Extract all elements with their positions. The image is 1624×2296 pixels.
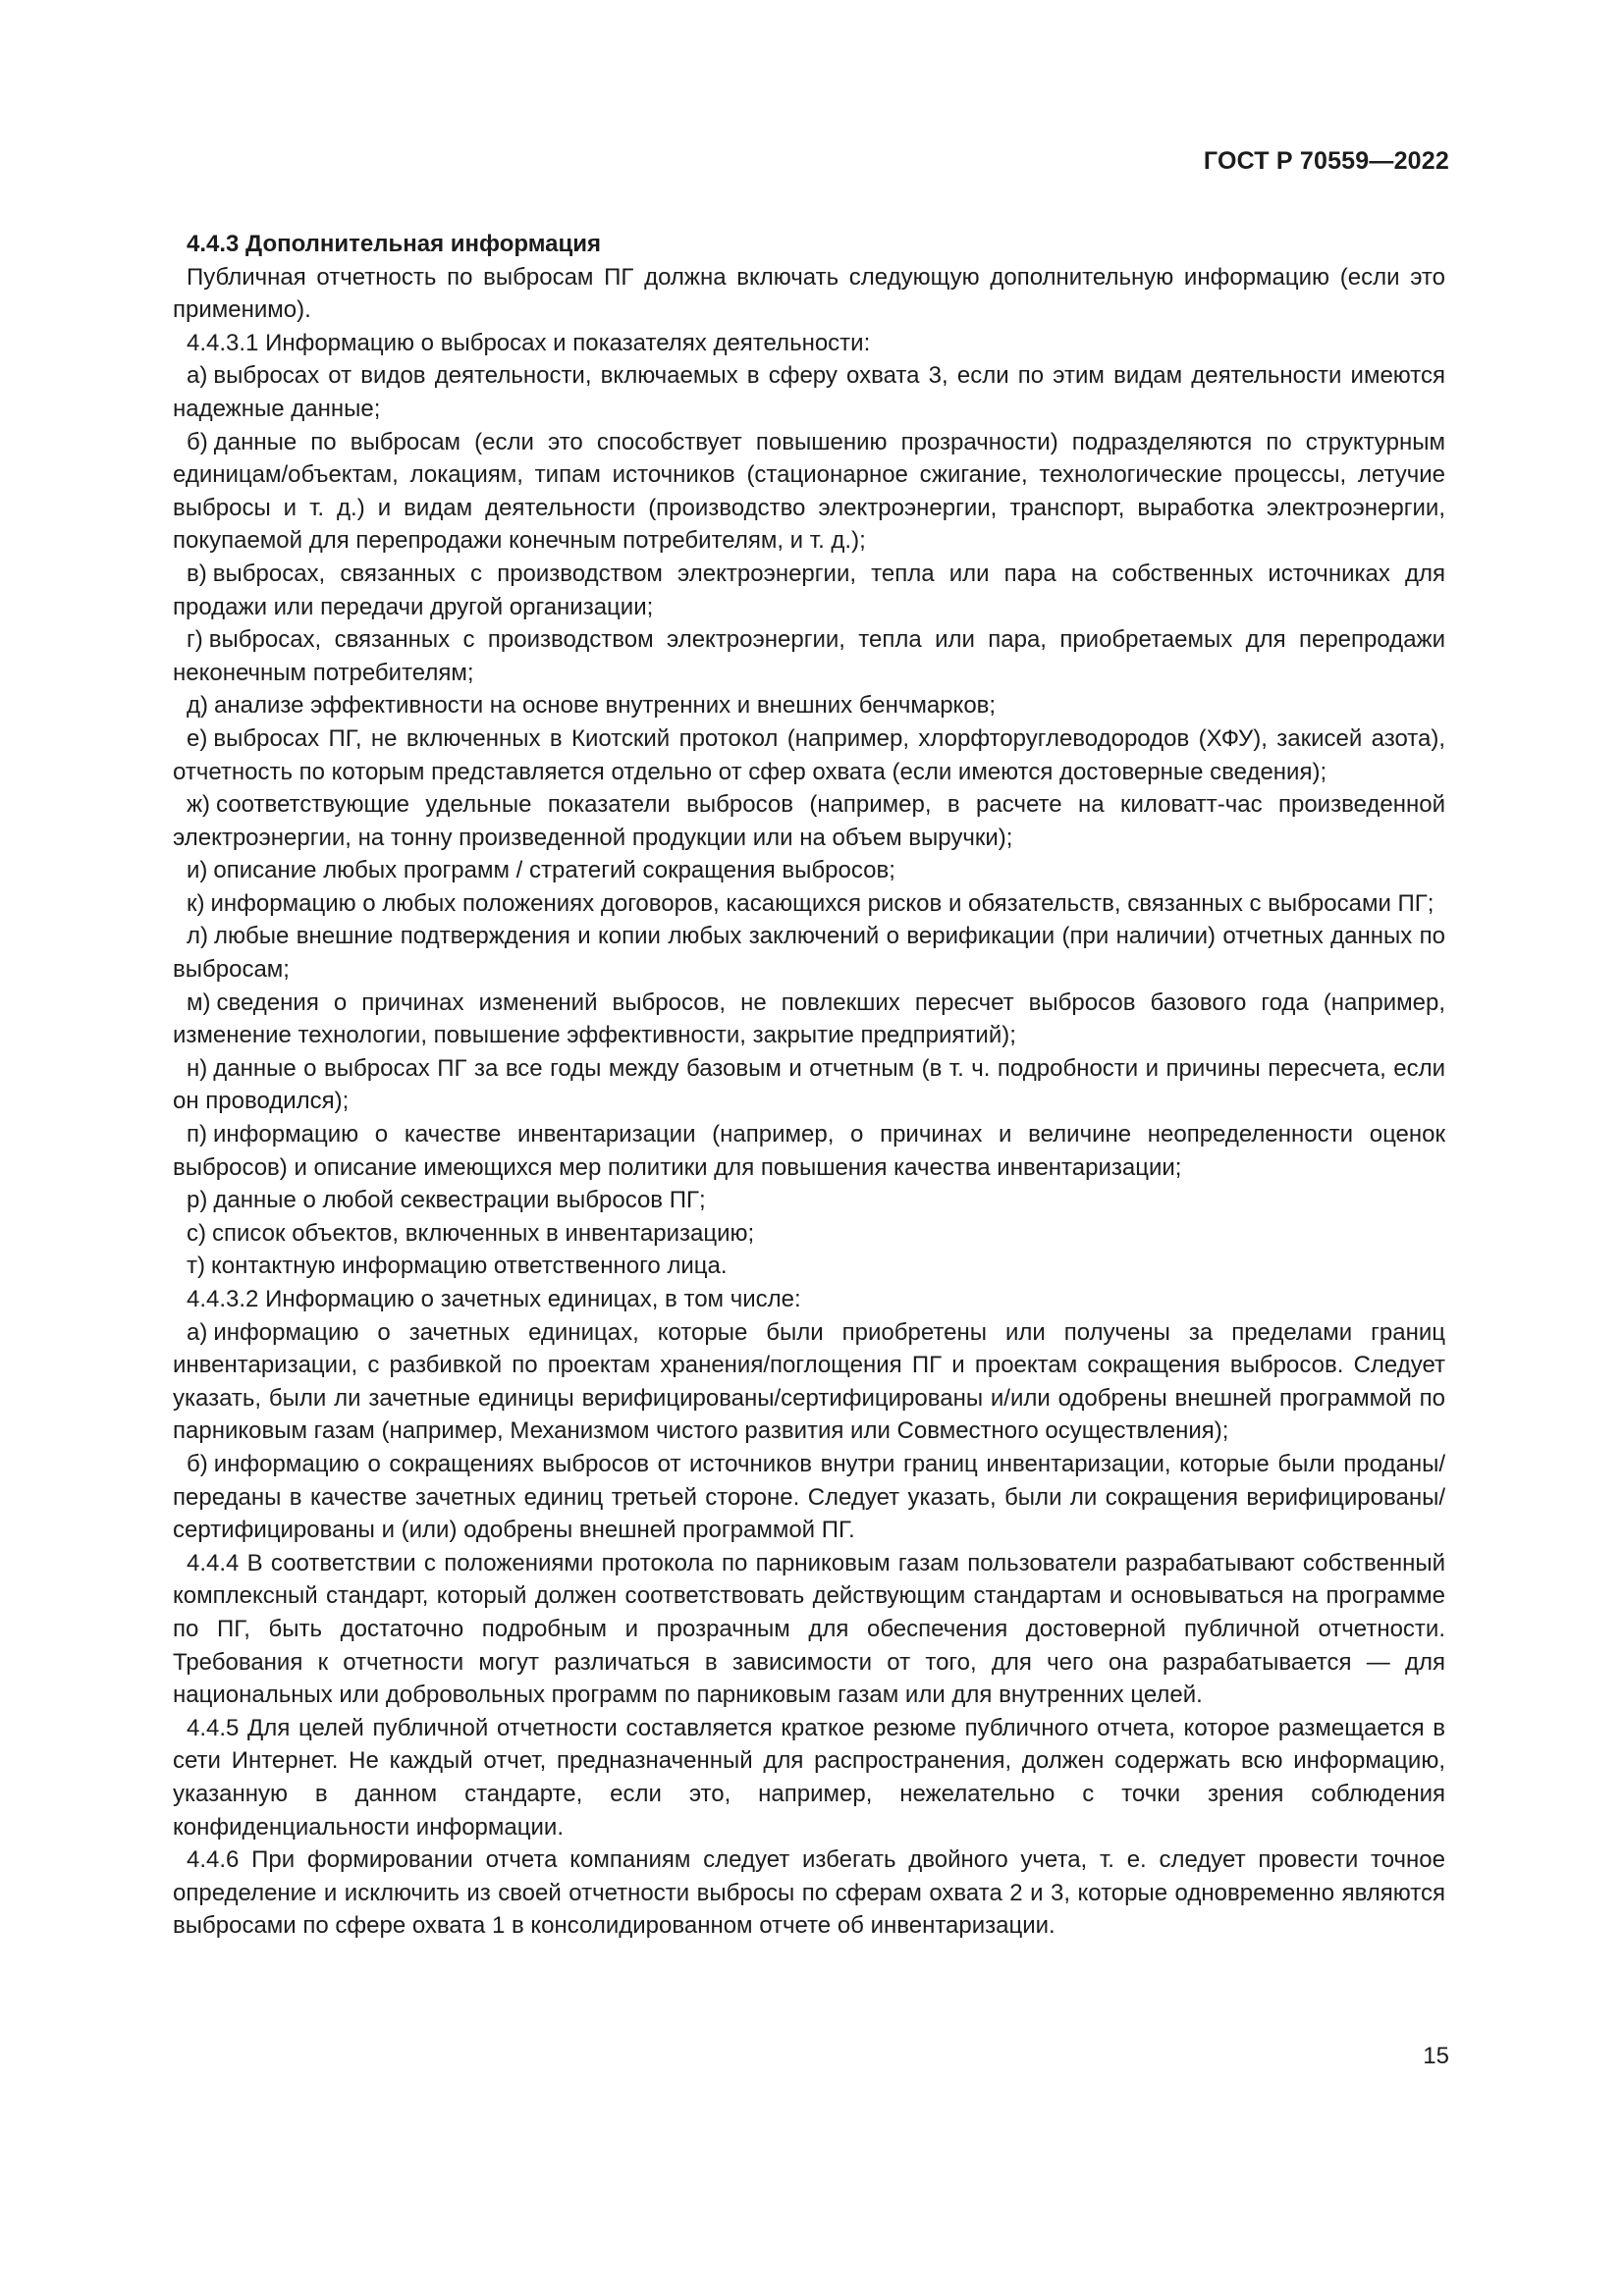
list-item-text: информацию о зачетных единицах, которые были приобретены или получены за пределами границ инвентаризации, с разбивкой по проектам хранения/поглощения ПГ и проектам сокращения выбросов. Следует указать, были ли зачетные единицы верифицированы/сертифицированы и/или одобрены внешней программой по парниковым газам (например, Механизмом чистого развития или Совместного осуществления); bbox=[173, 1318, 1445, 1445]
list-item bbox=[173, 1118, 1445, 1184]
list-item bbox=[173, 426, 1445, 558]
list-item-text: выбросах ПГ, не включенных в Киотский протокол (например, хлорфторуглеводородов (ХФУ), закисей азота), отчетность по которым представляется отдельно от сфер охвата (если имеются достоверные сведения); bbox=[173, 724, 1445, 785]
list-item-text: любые внешние подтверждения и копии любых заключений о верификации (при наличии) отчетных данных по выбросам; bbox=[173, 923, 1445, 984]
list-item-label: н) bbox=[187, 1054, 208, 1082]
list-item-label: м) bbox=[187, 988, 211, 1016]
list-item-label: а) bbox=[187, 362, 208, 390]
list-item-label: и) bbox=[187, 857, 208, 884]
list-item-label: ж) bbox=[187, 791, 211, 819]
list-item-text: данные по выбросам (если это способствует повышению прозрачности) подразделяются по структурным единицам/объектам, локациям, типам источников (стационарное сжигание, технологические процессы, летучие выбросы и т. д.) и видам деятельности (производство электроэнергии, транспорт, выработка электроэнергии, покупаемой для перепродажи конечным потребителям, и т. д.); bbox=[173, 428, 1445, 555]
list-item bbox=[173, 987, 1445, 1052]
list-item-text: анализе эффективности на основе внутренних и внешних бенчмарков; bbox=[214, 692, 997, 720]
list-item-label: л) bbox=[187, 923, 208, 950]
list-item-label: а) bbox=[187, 1318, 208, 1346]
list-item-label: с) bbox=[187, 1219, 206, 1247]
list-item-label: д) bbox=[187, 692, 208, 720]
list-item bbox=[173, 854, 1445, 887]
list-item-text: данные о любой секвестрации выбросов ПГ; bbox=[213, 1187, 706, 1214]
list-item-label: р) bbox=[187, 1187, 208, 1214]
list-item-text: данные о выбросах ПГ за все годы между базовым и отчетным (в т. ч. подробности и причины пересчета, если он проводился); bbox=[173, 1054, 1445, 1115]
intro-paragraph: Публичная отчетность по выбросам ПГ должна включать следующую дополнительную информацию (если это применимо). bbox=[173, 263, 1445, 324]
page-content bbox=[173, 228, 1445, 1943]
list-item bbox=[173, 1250, 1445, 1283]
list-item bbox=[173, 1052, 1445, 1118]
list-item-label: б) bbox=[187, 428, 208, 455]
section-heading: 4.4.3 Дополнительная информация bbox=[187, 231, 602, 257]
list-item bbox=[173, 1316, 1445, 1448]
list-item-text: выбросах, связанных с производством электроэнергии, тепла или пара на собственных источниках для продажи или передачи другой организации; bbox=[173, 560, 1445, 620]
list-item-label: к) bbox=[187, 889, 205, 917]
list-item bbox=[173, 1217, 1445, 1251]
list-item-text: сведения о причинах изменений выбросов, не повлекших пересчет выбросов базового года (например, изменение технологии, повышение эффективности, закрытие предприятий); bbox=[173, 988, 1445, 1049]
paragraph-4-4-5: 4.4.5 Для целей публичной отчетности составляется краткое резюме публичного отчета, которое размещается в сети Интернет. Не каждый отчет, предназначенный для распространения, должен содержать всю информацию, указанную в данном стандарте, если это, например, нежелательно с точки зрения соблюдения конфиденциальности информации. bbox=[173, 1714, 1445, 1841]
list-item bbox=[173, 689, 1445, 722]
list-item-text: информацию о качестве инвентаризации (например, о причинах и величине неопределенности оценок выбросов) и описание имеющихся мер политики для повышения качества инвентаризации; bbox=[173, 1121, 1445, 1181]
list-item-text: контактную информацию ответственного лица. bbox=[210, 1253, 728, 1280]
paragraph-4-4-4: 4.4.4 В соответствии с положениями протокола по парниковым газам пользователи разрабатывают собственный комплексный стандарт, который должен соответствовать действующим стандартам и основываться на программе по ПГ, быть достаточно подробным и прозрачным для обеспечения достоверной публичной отчетности. Требования к отчетности могут различаться в зависимости от того, для чего она разрабатывается — для национальных или добровольных программ по парниковым газам или для внутренних целей. bbox=[173, 1549, 1445, 1709]
list-item-label: б) bbox=[187, 1450, 208, 1477]
list-item-label: в) bbox=[187, 560, 207, 587]
list-item-label: г) bbox=[187, 626, 203, 654]
list-item-text: соответствующие удельные показатели выбросов (например, в расчете на киловатт-час произведенной электроэнергии, на тонну произведенной продукции или на объем выручки); bbox=[173, 791, 1445, 851]
list-item-text: выбросах, связанных с производством электроэнергии, тепла или пара, приобретаемых для перепродажи неконечным потребителям; bbox=[173, 626, 1445, 686]
list-item bbox=[173, 920, 1445, 986]
list-item-text: информацию о любых положениях договоров, касающихся рисков и обязательств, связанных с выбросами ПГ; bbox=[210, 889, 1435, 917]
list-item-text: выбросах от видов деятельности, включаемых в сферу охвата 3, если по этим видам деятельности имеются надежные данные; bbox=[173, 362, 1445, 422]
document-code: ГОСТ Р 70559—2022 bbox=[1203, 147, 1449, 175]
page-number: 15 bbox=[1423, 2043, 1449, 2069]
list-item-label: т) bbox=[187, 1253, 205, 1280]
list-item-text: список объектов, включенных в инвентаризацию; bbox=[212, 1219, 755, 1247]
list-item-text: информацию о сокращениях выбросов от источников внутри границ инвентаризации, которые были проданы/переданы в качестве зачетных единиц третьей стороне. Следует указать, были ли сокращения верифицированы/сертифицированы и (или) одобрены внешней программой ПГ. bbox=[173, 1450, 1445, 1544]
list-item bbox=[173, 623, 1445, 689]
list-item bbox=[173, 788, 1445, 854]
list-item bbox=[173, 887, 1445, 921]
subsection-heading-4431: 4.4.3.1 Информацию о выбросах и показателях деятельности: bbox=[187, 329, 871, 356]
subsection-heading-4432: 4.4.3.2 Информацию о зачетных единицах, в том числе: bbox=[187, 1286, 801, 1312]
list-item bbox=[173, 722, 1445, 788]
list-item bbox=[173, 558, 1445, 623]
list-item-label: п) bbox=[187, 1121, 207, 1148]
list-item-label: е) bbox=[187, 724, 208, 752]
list-item bbox=[173, 1448, 1445, 1547]
paragraph-4-4-6: 4.4.6 При формировании отчета компаниям следует избегать двойного учета, т. е. следует провести точное определение и исключить из своей отчетности выбросы по сферам охвата 2 и 3, которые одновременно являются выбросами по сфере охвата 1 в консолидированном отчете об инвентаризации. bbox=[173, 1846, 1445, 1940]
list-item bbox=[173, 1184, 1445, 1217]
list-item bbox=[173, 359, 1445, 425]
list-item-text: описание любых программ / стратегий сокращения выбросов; bbox=[213, 857, 895, 884]
